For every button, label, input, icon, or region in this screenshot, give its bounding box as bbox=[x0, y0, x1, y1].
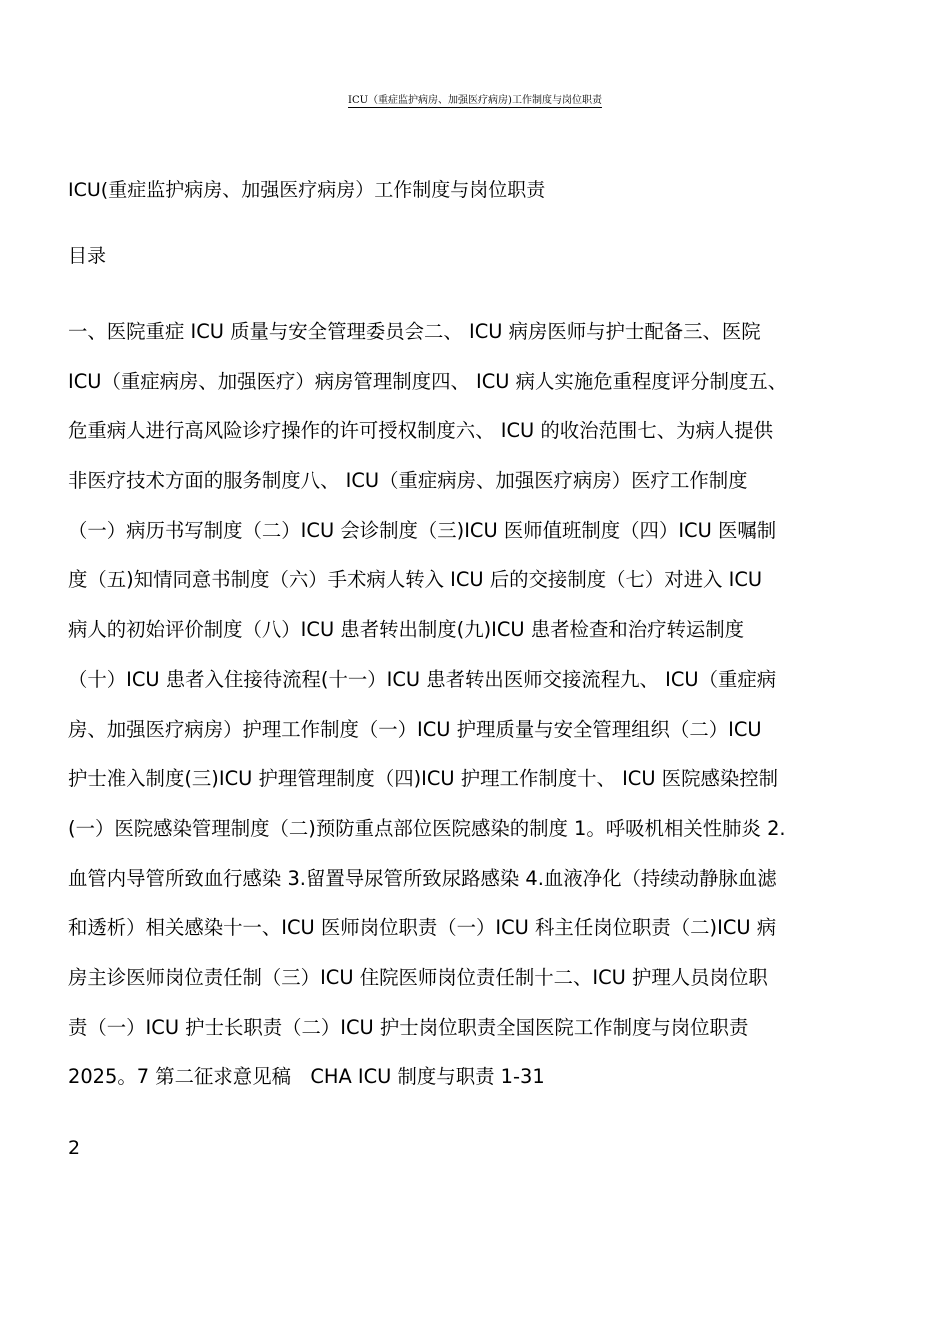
toc-line: 护士准入制度(三)ICU 护理管理制度（四)ICU 护理工作制度十、 ICU 医院感染控制 bbox=[68, 767, 779, 791]
toc-paragraph bbox=[68, 307, 884, 1102]
toc-line: 和透析）相关感染十一、ICU 医师岗位职责（一）ICU 科主任岗位职责（二)ICU 病 bbox=[68, 916, 777, 940]
toc-heading: 目录 bbox=[68, 245, 107, 267]
toc-line: （十）ICU 患者入住接待流程(十一）ICU 患者转出医师交接流程九、 ICU（重症病 bbox=[68, 667, 777, 691]
toc-line: 2025。7 第二征求意见稿 CHA ICU 制度与职责 1-31 bbox=[68, 1065, 545, 1089]
toc-line: 病人的初始评价制度（八）ICU 患者转出制度(九)ICU 患者检查和治疗转运制度 bbox=[68, 618, 745, 642]
toc-line: 一、医院重症 ICU 质量与安全管理委员会二、 ICU 病房医师与护士配备三、医院 bbox=[68, 320, 761, 343]
toc-line: 责（一）ICU 护士长职责（二）ICU 护士岗位职责全国医院工作制度与岗位职责 bbox=[68, 1015, 749, 1039]
toc-line: ICU（重症病房、加强医疗）病房管理制度四、 ICU 病人实施危重程度评分制度五、 bbox=[68, 369, 788, 393]
document-subtitle: ICU(重症监护病房、加强医疗病房）工作制度与岗位职责 bbox=[68, 179, 546, 201]
toc-line: 房主诊医师岗位责任制（三）ICU 住院医师岗位责任制十二、ICU 护理人员岗位职 bbox=[68, 965, 768, 989]
document-title: ICU（重症监护病房、加强医疗病房)工作制度与岗位职责 bbox=[348, 95, 602, 106]
toc-line: 危重病人进行高风险诊疗操作的许可授权制度六、 ICU 的收治范围七、为病人提供 bbox=[68, 419, 774, 443]
toc-line: （一）病历书写制度（二）ICU 会诊制度（三)ICU 医师值班制度（四）ICU 医嘱制 bbox=[68, 518, 777, 542]
toc-line: 非医疗技术方面的服务制度八、 ICU（重症病房、加强医疗病房）医疗工作制度 bbox=[68, 469, 748, 493]
toc-line: 血管内导管所致血行感染 3.留置导尿管所致尿路感染 4.血液净化（持续动静脉血滤 bbox=[68, 866, 777, 890]
toc-line: (一）医院感染管理制度（二)预防重点部位医院感染的制度 1。呼吸机相关性肺炎 2. bbox=[68, 816, 786, 840]
toc-line: 房、加强医疗病房）护理工作制度（一）ICU 护理质量与安全管理组织（二）ICU bbox=[68, 717, 762, 741]
toc-line: 度（五)知情同意书制度（六）手术病人转入 ICU 后的交接制度（七）对进入 ICU bbox=[68, 568, 763, 592]
page-number: 2 bbox=[68, 1137, 81, 1159]
